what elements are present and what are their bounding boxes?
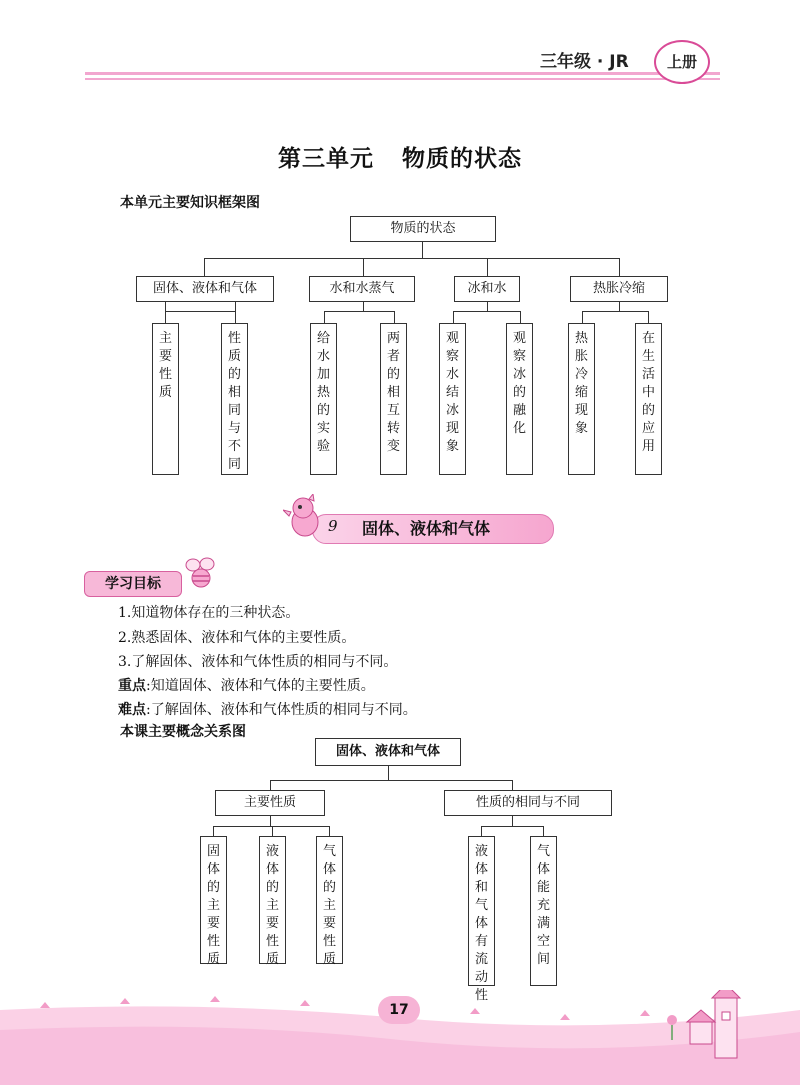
framework-leaf: 热胀冷缩现象 (568, 323, 595, 475)
concept-branch-same-different: 性质的相同与不同 (444, 790, 612, 816)
concept-branch-main-properties: 主要性质 (215, 790, 325, 816)
concept-root: 固体、液体和气体 (315, 738, 461, 766)
bee-icon (183, 556, 219, 590)
concept-leaf: 固体的主要性质 (200, 836, 227, 964)
lesson-title: 固体、液体和气体 (362, 519, 491, 538)
framework-branch-solid-liquid-gas: 固体、液体和气体 (136, 276, 274, 302)
framework-heading: 本单元主要知识框架图 (120, 195, 260, 211)
unit-title (0, 140, 800, 173)
header-rule (85, 72, 720, 75)
concept-map-heading: 本课主要概念关系图 (120, 724, 246, 740)
page-number: 17 (378, 996, 420, 1024)
framework-leaf: 观察水结冰现象 (439, 323, 466, 475)
objectives-tag: 学习目标 (84, 571, 182, 597)
lesson-number: 9 (328, 517, 338, 535)
framework-branch-expansion: 热胀冷缩 (570, 276, 668, 302)
framework-branch-water-vapor: 水和水蒸气 (309, 276, 415, 302)
framework-leaf: 主要性质 (152, 323, 179, 475)
framework-leaf: 观察冰的融化 (506, 323, 533, 475)
dragon-mascot-icon (283, 494, 325, 540)
key-point-label: 重点 (118, 678, 146, 694)
header-rule-thin (85, 78, 720, 80)
key-point (118, 675, 375, 695)
concept-leaf: 液体的主要性质 (259, 836, 286, 964)
framework-leaf: 给水加热的实验 (310, 323, 337, 475)
framework-leaf: 两者的相互转变 (380, 323, 407, 475)
difficult-point (118, 699, 417, 719)
framework-branch-ice-water: 冰和水 (454, 276, 520, 302)
concept-leaf: 液体和气体有流动性 (468, 836, 495, 986)
connector (204, 258, 205, 276)
concept-leaf: 气体的主要性质 (316, 836, 343, 964)
connector (619, 258, 620, 276)
connector (363, 258, 364, 276)
framework-leaf: 在生活中的应用 (635, 323, 662, 475)
volume-badge: 上册 (654, 40, 710, 84)
connector (487, 258, 488, 276)
key-point-text: :知道固体、液体和气体的主要性质。 (146, 678, 375, 694)
difficult-point-label: 难点 (118, 702, 146, 718)
unit-title-number: 第三单元 (278, 145, 374, 172)
objective-item: 3.了解固体、液体和气体性质的相同与不同。 (118, 654, 398, 670)
connector (422, 242, 423, 258)
framework-leaf: 性质的相同与不同 (221, 323, 248, 475)
objective-item: 2.熟悉固体、液体和气体的主要性质。 (118, 630, 356, 646)
objective-item: 1.知道物体存在的三种状态。 (118, 605, 300, 621)
concept-leaf: 气体能充满空间 (530, 836, 557, 986)
connector (204, 258, 620, 259)
framework-root: 物质的状态 (350, 216, 496, 242)
grade-label: 三年级 · JR (540, 52, 629, 72)
unit-title-topic: 物质的状态 (402, 145, 522, 172)
difficult-point-text: :了解固体、液体和气体性质的相同与不同。 (146, 702, 417, 718)
